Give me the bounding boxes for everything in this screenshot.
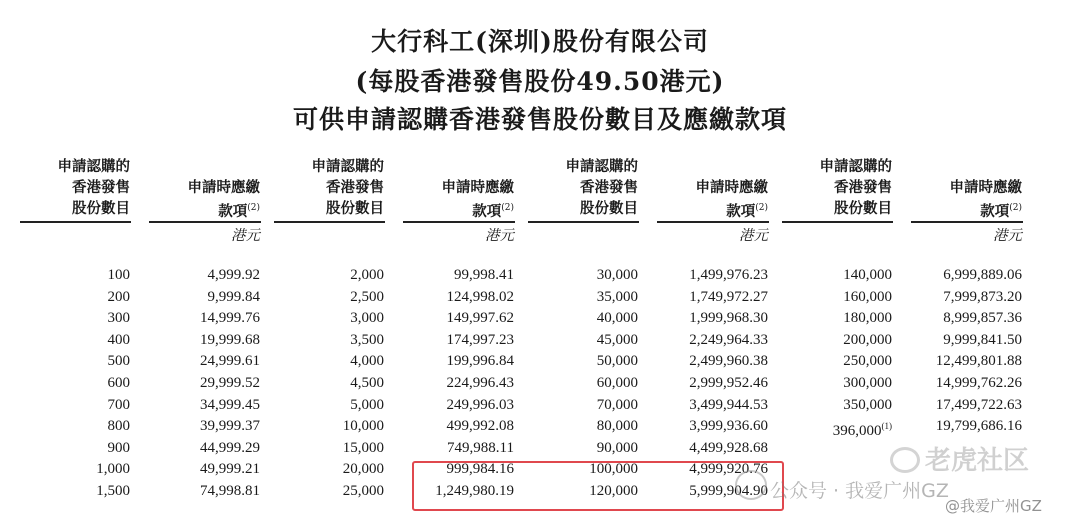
amount-value: 19,999.68	[200, 331, 260, 348]
shares-value: 3,500	[350, 331, 384, 348]
header-amount-line: 款項$^{(2)}$	[726, 202, 768, 220]
shares-value: 200	[107, 288, 130, 305]
amount-value: 24,999.61	[200, 353, 260, 370]
table-cell	[658, 351, 768, 373]
table-cell	[528, 438, 638, 460]
table-cell	[528, 416, 638, 438]
amount-value: 39,999.37	[200, 418, 260, 435]
amount-value: 5,999,904.90	[689, 482, 768, 499]
amount-value: 149,997.62	[446, 310, 514, 327]
table-cell	[404, 416, 514, 438]
table-cell	[912, 373, 1022, 395]
header-amount-line: 款項$^{(2)}$	[980, 202, 1022, 220]
shares-value: 10,000	[342, 418, 384, 435]
table-cell	[20, 351, 130, 373]
header-amount-4	[912, 177, 1022, 222]
table-cell	[528, 308, 638, 330]
table-cell	[20, 287, 130, 309]
amount-value: 249,996.03	[446, 396, 514, 413]
table-cell	[528, 351, 638, 373]
table-cell	[658, 395, 768, 417]
table-cell	[150, 481, 260, 503]
header-shares-line: 股份數目	[580, 200, 638, 217]
table-cell	[150, 438, 260, 460]
table-cell	[528, 287, 638, 309]
amount-value: 9,999.84	[207, 288, 260, 305]
header-shares-2	[274, 156, 384, 219]
table-cell	[404, 351, 514, 373]
table-cell	[274, 416, 384, 438]
header-shares-line: 申請認購的	[57, 158, 130, 175]
shares-value: 140,000	[843, 267, 892, 283]
shares-value: 900	[107, 439, 130, 456]
table-cell	[274, 481, 384, 503]
shares-value: 1,000	[96, 461, 130, 478]
shares-value: 180,000	[843, 310, 892, 327]
header-rule	[403, 221, 515, 223]
wechat-icon	[735, 470, 767, 500]
header-amount-line: 申請時應繳	[949, 179, 1022, 196]
shares-value: 500	[107, 353, 130, 370]
amount-value: 499,992.08	[446, 418, 514, 435]
shares-value: 35,000	[596, 288, 638, 305]
table-cell	[150, 395, 260, 417]
header-shares-line: 股份數目	[72, 200, 130, 217]
shares-value: 5,000	[350, 396, 384, 413]
header-amount-line: 款項$^{(2)}$	[472, 202, 514, 220]
unit-label: 港元	[993, 228, 1022, 244]
shares-value: 250,000	[843, 353, 892, 370]
shares-value: 400	[107, 331, 130, 348]
table-cell	[912, 287, 1022, 309]
shares-value: 120,000	[589, 482, 638, 499]
table-cell	[404, 438, 514, 460]
amount-value: 3,999,936.60	[689, 418, 768, 435]
table-cell	[912, 308, 1022, 330]
amount-value: 2,499,960.38	[689, 353, 768, 370]
table-cell	[20, 395, 130, 417]
table-cell	[274, 287, 384, 309]
amount-value: 1,499,976.23	[689, 267, 768, 283]
amount-value: 999,984.16	[446, 461, 514, 478]
shares-value: 100,000	[589, 461, 638, 478]
table-cell	[658, 308, 768, 330]
shares-value: 70,000	[596, 396, 638, 413]
unit-label: 港元	[485, 228, 514, 244]
table-cell	[274, 459, 384, 481]
header-amount-1	[150, 177, 260, 222]
shares-value: 396,000	[832, 423, 882, 440]
shares-value: 3,000	[350, 310, 384, 327]
header-shares-4	[782, 156, 892, 219]
shares-value: 60,000	[596, 374, 638, 391]
table-cell	[150, 265, 260, 287]
table-cell	[782, 395, 892, 417]
table-cell	[404, 308, 514, 330]
amount-value: 7,999,873.20	[943, 288, 1022, 305]
shares-value: 100	[107, 267, 130, 283]
table-cell	[274, 308, 384, 330]
table-cell	[658, 330, 768, 352]
amount-value: 224,996.43	[446, 374, 514, 391]
table-cell	[20, 330, 130, 352]
amount-value: 9,999,841.50	[943, 331, 1022, 348]
shares-value: 1,500	[96, 482, 130, 499]
header-rule	[20, 221, 131, 223]
shares-value: 300	[107, 310, 130, 327]
table-cell	[150, 330, 260, 352]
header-shares-line: 香港發售	[326, 179, 384, 196]
table-cell	[274, 395, 384, 417]
table-cell	[150, 351, 260, 373]
amount-value: 1,749,972.27	[689, 288, 768, 305]
amount-column-1	[150, 265, 260, 503]
header-amount-line: 申請時應繳	[441, 179, 514, 196]
shares-value: 80,000	[596, 418, 638, 435]
header-rule	[528, 221, 639, 223]
amount-value: 14,999.76	[200, 310, 260, 327]
amount-value: 749,988.11	[447, 439, 514, 456]
table-cell	[782, 265, 892, 287]
shares-value: 300,000	[843, 374, 892, 391]
amount-value: 1,999,968.30	[689, 310, 768, 327]
amount-value: 14,999,762.26	[935, 374, 1022, 391]
shares-value: 800	[107, 418, 130, 435]
header-amount-2	[404, 177, 514, 222]
amount-value: 19,799,686.16	[935, 418, 1022, 435]
table-cell	[150, 416, 260, 438]
table-cell	[20, 416, 130, 438]
header-shares-line: 香港發售	[72, 179, 130, 196]
handle-watermark: @我爱广州GZ	[945, 497, 1042, 515]
header-rule	[274, 221, 385, 223]
header-shares-1	[20, 156, 130, 219]
header-amount-line: 申請時應繳	[187, 179, 260, 196]
amount-value: 74,998.81	[200, 482, 260, 499]
shares-value: 350,000	[843, 396, 892, 413]
shares-value: 4,500	[350, 374, 384, 391]
shares-value: 4,000	[350, 353, 384, 370]
header-shares-line: 申請認購的	[819, 158, 892, 175]
table-cell	[20, 308, 130, 330]
account-watermark: 公众号 · 我爱广州GZ	[770, 480, 949, 502]
shares-value: 20,000	[342, 461, 384, 478]
table-cell	[20, 438, 130, 460]
table-cell	[912, 395, 1022, 417]
shares-value: 30,000	[596, 267, 638, 283]
table-cell	[150, 308, 260, 330]
table-cell	[658, 373, 768, 395]
unit-label: 港元	[739, 228, 768, 244]
table-cell	[150, 373, 260, 395]
amount-value: 34,999.45	[200, 396, 260, 413]
amount-value: 4,499,928.68	[689, 439, 768, 456]
table-cell	[528, 373, 638, 395]
amount-value: 44,999.29	[200, 439, 260, 456]
table-cell	[658, 287, 768, 309]
table-cell	[782, 287, 892, 309]
shares-value: 15,000	[342, 439, 384, 456]
header-shares-3	[528, 156, 638, 219]
shares-column-2	[274, 265, 384, 503]
table-cell	[912, 351, 1022, 373]
table-cell	[20, 373, 130, 395]
table-cell	[150, 459, 260, 481]
header-shares-line: 股份數目	[326, 200, 384, 217]
amount-value: 17,499,722.63	[935, 396, 1022, 413]
table-cell	[404, 265, 514, 287]
table-cell	[274, 373, 384, 395]
table-cell	[404, 395, 514, 417]
shares-value: 25,000	[342, 482, 384, 499]
shares-value: 200,000	[843, 331, 892, 348]
amount-value: 174,997.23	[446, 331, 514, 348]
table-cell	[782, 373, 892, 395]
amount-value: 8,999,857.36	[943, 310, 1022, 327]
header-shares-line: 香港發售	[580, 179, 638, 196]
tiger-logo-icon	[890, 447, 920, 473]
amount-value: 49,999.21	[200, 461, 260, 478]
header-shares-line: 股份數目	[834, 200, 892, 217]
amount-value: 2,999,952.46	[689, 374, 768, 391]
amount-value: 99,998.41	[454, 267, 514, 283]
header-rule	[149, 221, 261, 223]
shares-value: 45,000	[596, 331, 638, 348]
amount-value: 4,999,920.76	[689, 461, 768, 478]
table-cell	[150, 287, 260, 309]
header-rule	[782, 221, 893, 223]
highlight-box	[412, 461, 784, 511]
table-cell	[404, 287, 514, 309]
table-cell	[658, 416, 768, 438]
header-rule	[911, 221, 1023, 223]
header-amount-line: 申請時應繳	[695, 179, 768, 196]
amount-value: 1,249,980.19	[435, 482, 514, 499]
table-cell	[912, 416, 1022, 438]
table-cell	[528, 395, 638, 417]
shares-value: 50,000	[596, 353, 638, 370]
header-shares-line: 香港發售	[834, 179, 892, 196]
table-cell	[782, 330, 892, 352]
table-cell	[528, 330, 638, 352]
header-shares-line: 申請認購的	[565, 158, 638, 175]
table-cell	[658, 438, 768, 460]
header-amount-3	[658, 177, 768, 222]
amount-value: 2,249,964.33	[689, 331, 768, 348]
shares-value: 2,500	[350, 288, 384, 305]
table-cell	[404, 330, 514, 352]
table-cell	[912, 265, 1022, 287]
table-cell	[782, 351, 892, 373]
table-cell	[658, 265, 768, 287]
amount-value: 3,499,944.53	[689, 396, 768, 413]
table-cell	[912, 330, 1022, 352]
table-cell	[528, 265, 638, 287]
shares-column-4	[782, 265, 892, 438]
amount-value: 12,499,801.88	[935, 353, 1022, 370]
header-shares-line: 申請認購的	[311, 158, 384, 175]
table-cell	[274, 330, 384, 352]
shares-value: 40,000	[596, 310, 638, 327]
header-rule	[657, 221, 769, 223]
table-cell	[782, 416, 892, 438]
footnote-marker: (1)	[881, 421, 892, 432]
table-cell	[20, 459, 130, 481]
shares-value: 600	[107, 374, 130, 391]
shares-value: 160,000	[843, 288, 892, 305]
table-cell	[274, 265, 384, 287]
table-cell	[404, 373, 514, 395]
offer-price-subtitle: (每股香港發售股份49.50港元)	[355, 67, 725, 96]
shares-column-1	[20, 265, 130, 503]
header-amount-line: 款項$^{(2)}$	[218, 202, 260, 220]
unit-label: 港元	[231, 228, 260, 244]
table-title: 可供申請認購香港發售股份數目及應繳款項	[292, 105, 787, 134]
amount-value: 124,998.02	[446, 288, 514, 305]
shares-value: 2,000	[350, 267, 384, 283]
table-cell	[274, 351, 384, 373]
amount-value: 29,999.52	[200, 374, 260, 391]
table-cell	[20, 481, 130, 503]
table-cell	[20, 265, 130, 287]
amount-value: 6,999,889.06	[943, 267, 1022, 283]
amount-value: 199,996.84	[446, 353, 514, 370]
table-cell	[274, 438, 384, 460]
document-title: 大行科工(深圳)股份有限公司	[371, 27, 709, 56]
shares-value: 90,000	[596, 439, 638, 456]
amount-column-4	[912, 265, 1022, 438]
shares-value: 700	[107, 396, 130, 413]
amount-value: 4,999.92	[207, 267, 260, 283]
table-cell	[782, 308, 892, 330]
site-watermark: 老虎社区	[925, 446, 1030, 476]
